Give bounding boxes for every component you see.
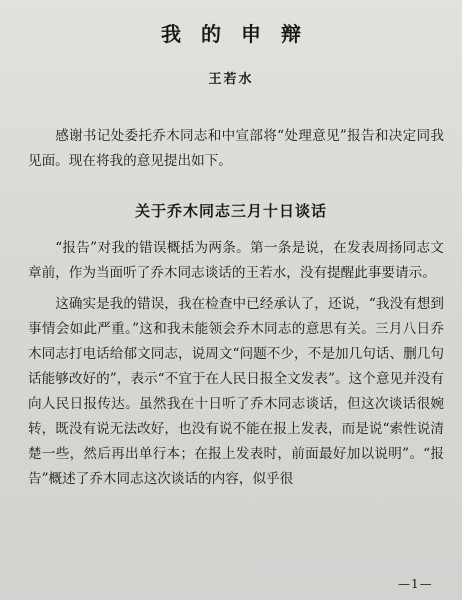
document-title: 我的申辩 (161, 22, 321, 46)
body-paragraph: 这确实是我的错误，我在检查中已经承认了，还说，“我没有想到事情会如此严重。”这和我未能领会乔木同志的意思有关。三月八日乔木同志打电话给郁文同志，说周文“问题不少，不是加几句话、删几句话能够改好的”，表示“不宜于在人民日报全文发表”。这个意见并没有向人民日报传达。虽然我在十日听了乔木同志谈话，但这次谈话很婉转，既没有说无法改好，也没有说不能在报上发表，而是说“索性说清楚一些，然后再出单行本；在报上发表时，前面最好加以说明”。“报告”概述了乔木同志这次谈话的内容，似乎很 (28, 296, 444, 487)
author-name: 王若水 (208, 72, 254, 87)
intro-paragraph: 感谢书记处委托乔木同志和中宣部将“处理意见”报告和决定同我见面。现在将我的意见提出如下。 (28, 128, 444, 169)
section-heading: 关于乔木同志三月十日谈话 (134, 202, 327, 220)
page-number: —1— (398, 577, 433, 591)
body-text (28, 236, 444, 498)
body-paragraph: “报告”对我的错误概括为两条。第一条是说，在发表周扬同志文章前，作为当面听了乔木同志谈话的王若水，没有提醒此事要请示。 (28, 240, 444, 281)
